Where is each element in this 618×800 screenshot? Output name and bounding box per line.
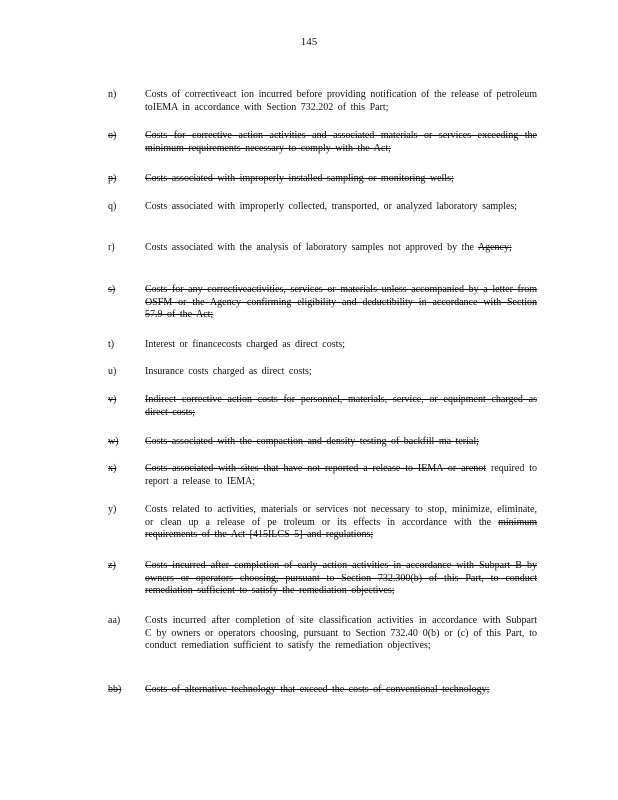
- item-label: bb): [108, 684, 122, 695]
- item-text: Costs of alternative technology that exceed the costs of conventional technology;: [145, 684, 490, 695]
- item-label: x): [108, 463, 117, 474]
- page-number: 145: [300, 36, 318, 48]
- item-label: s): [108, 284, 116, 295]
- item-text: [145, 463, 537, 488]
- item-text-struck: Agency;: [477, 242, 512, 253]
- item-label: n): [108, 89, 117, 100]
- item-label: q): [108, 201, 117, 212]
- item-label: w): [108, 436, 119, 447]
- item-text: Costs of correctiveact ion incurred before providing notification of the release of petroleum toIEMA in accordance with Section 732.202 of this Part;: [145, 89, 537, 113]
- item-text: Costs for any correctiveactivities, services or materials unless accompanied by a letter from OSFM or the Agency confirming eligibility and deductibility in accordance with Section 57.9 of the Act;: [145, 284, 537, 320]
- item-text-main: required to report a release to IEMA;: [145, 463, 538, 487]
- item-text: Insurance costs charged as direct costs;: [145, 366, 312, 377]
- item-text: Interest or financecosts charged as direct costs;: [145, 339, 346, 350]
- item-text-main: Costs related to activities, materials or services not necessary to stop, minimize, eliminate, or clean up a release of pe troleum or its effects in accordance with the: [145, 504, 537, 528]
- item-text-main: Costs associated with the analysis of laboratory samples not approved by the: [145, 242, 474, 253]
- item-text: Costs incurred after completion of site classification activities in accordance with Subpart C by owners or operators choosing, pursuant to Section 732.40 0(b) or (c) of this Part, to conduct remediation sufficient to satisfy the remediation objectives;: [145, 615, 537, 651]
- item-label: t): [108, 339, 115, 350]
- item-text-struck: minimum requirements of the Act [415ILCS 5] and regulations;: [145, 516, 538, 540]
- item-label: o): [108, 130, 117, 141]
- item-text: Costs associated with improperly collected, transported, or analyzed laboratory samples;: [145, 201, 518, 212]
- item-text: [145, 504, 537, 542]
- item-text: Costs for corrective action activities and associated materials or services exceeding the minimum requirements necessary to comply with the Act;: [145, 130, 537, 154]
- item-label: z): [108, 560, 116, 571]
- item-text: Indirect corrective action costs for personnel, materials, service, or equipment charged as direct costs;: [145, 394, 537, 418]
- item-text: Costs associated with the compaction and density testing of backfill ma terial;: [145, 436, 479, 447]
- item-label: aa): [108, 615, 121, 626]
- item-label: v): [108, 394, 117, 405]
- item-label: p): [108, 173, 117, 184]
- item-text: Costs associated with improperly installed sampling or monitoring wells;: [145, 173, 454, 184]
- item-text: Costs incurred after completion of early action activities in accordance with Subpart B by owners or operators choosing, pursuant to Section 732.300(b) of this Part, to conduct remediation sufficient to satisfy the remediation objectives;: [145, 560, 537, 596]
- item-text: [145, 242, 537, 255]
- item-label: u): [108, 366, 117, 377]
- item-text-struck: Costs associated with sites that have not reported a release to IEMA or arenot: [145, 463, 487, 474]
- item-label: y): [108, 504, 117, 515]
- item-label: r): [108, 242, 115, 253]
